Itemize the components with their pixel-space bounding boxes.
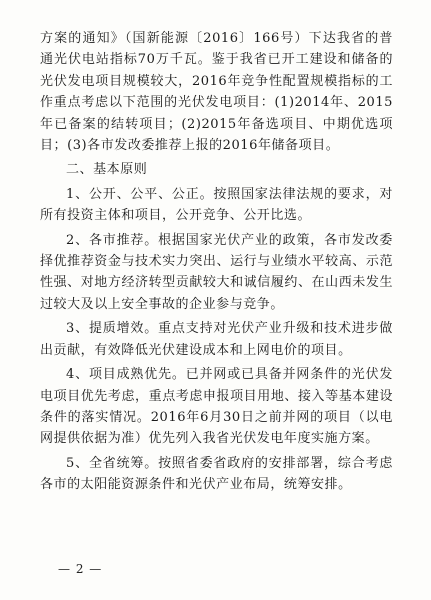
paragraph-principle-3: 3、提质增效。重点支持对光伏产业升级和技术进步做出贡献，有效降低光伏建设成本和上网电价的项目。 (40, 321, 393, 358)
paragraph-principle-1: 1、公开、公平、公正。按照国家法律法规的要求，对所有投资主体和项目，公开竞争、公开比选。 (40, 186, 393, 224)
section-heading-basic-principles: 二、基本原则 (66, 162, 148, 178)
paragraph-intro: 方案的通知》（国新能源〔2016〕166号）下达我省的普通光伏电站指标70万千瓦。鉴于我省已开工建设和储备的光伏发电项目规模较大，2016年竞争性配置规模指标的工作重点考虑以下范围的光伏发电项目：(1)2014年、2015年已备案的结转项目；(2)2015年备选项目、中期优选项目；(3)各市发改委推荐上报的2016年储备项目。 (40, 31, 393, 154)
paragraph-principle-4: 4、项目成熟优先。已并网或已具备并网条件的光伏发电项目优先考虑，重点考虑申报项目用地、接入等基本建设条件的落实情况。2016年6月30日之前并网的项目（以电网提供依据为准）优先列入我省光伏发电年度实施方案。 (40, 367, 393, 447)
paragraph-principle-5: 5、全省统筹。按照省委省政府的安排部署，综合考虑各市的太阳能资源条件和光伏产业布局，统筹安排。 (40, 455, 393, 493)
page-number: — 2 — (58, 562, 103, 576)
paragraph-principle-2: 2、各市推荐。根据国家光伏产业的政策，各市发改委择优推荐资金与技术实力突出、运行与业绩水平较高、示范性强、对地方经济转型贡献较大和诚信履约、在山西未发生过较大及以上安全事故的企业参与竞争。 (40, 232, 393, 312)
